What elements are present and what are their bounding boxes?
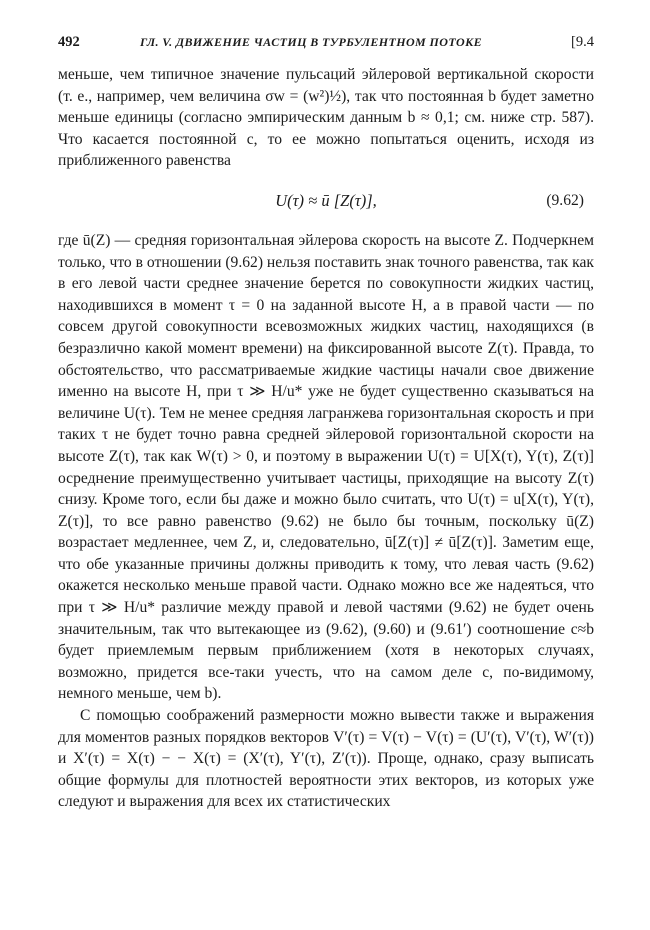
running-head: [58, 34, 594, 54]
page-number: 492: [58, 34, 80, 50]
paragraph-3: С помощью соображений размерности можно вывести также и выражения для моментов разных порядков векторов V′(τ) = V(τ) − V(τ) = (U′(τ), V′(τ), W′(τ)) и X′(τ) = X(τ) − − X(τ) = (X′(τ), Y′(τ), Z′(τ)). Проще, однако, сразу выписать общие формулы для плотностей вероятности этих векторов, из которых уже следуют и выражения для всех их статистических: [58, 707, 594, 811]
equation-number: (9.62): [546, 191, 584, 209]
page-body: [58, 64, 594, 813]
paragraph-2: где ū(Z) — средняя горизонтальная эйлерова скорость на высоте Z. Подчеркнем только, что в отношении (9.62) нельзя поставить знак точного равенства, так как в его левой части среднее значение берется по совокупности жидких частиц, находившихся в момент τ = 0 на заданной высоте H, а в правой части — по совсем другой совокупности всевозможных жидких частиц, находящихся (в безразлично какой момент времени) на фиксированной высоте Z(τ). Правда, то обстоятельство, что рассматриваемые жидкие частицы начали свое движение именно на высоте H, при τ ≫ H/u* уже не будет существенно сказываться на величине U(τ). Тем не менее средняя лагранжева горизонтальная скорость и при таких τ не будет точно равна средней эйлеровой горизонтальной скорости на высоте Z(τ), так как W(τ) > 0, и поэтому в выражении U(τ) = U[X(τ), Y(τ), Z(τ)] осреднение преимущественно учитывает частицы, приходящие на высоту Z(τ) снизу. Кроме того, если бы даже и можно было считать, что U(τ) = u[X(τ), Y(τ), Z(τ)], то все равно равенство (9.62) не было бы точным, поскольку ū(Z) возрастает медленнее, чем Z, и, следовательно, ū[Z(τ)] ≠ ū[Z(τ)]. Заметим еще, что обе указанные причины должны приводить к тому, что левая часть (9.62) окажется несколько меньше правой части. Однако можно все же надеяться, что при τ ≫ H/u* различие между правой и левой частями (9.62) не будет очень значительным, так что вытекающее из (9.62), (9.60) и (9.61′) соотношение c≈b будет приемлемым первым приближением (хотя в некоторых случаях, возможно, придется все-таки учесть, что на самом деле c, по-видимому, немного меньше, чем b).: [58, 231, 594, 703]
equation-expression: U(τ) ≈ ū [Z(τ)],: [275, 190, 377, 210]
equation-9-62: [58, 174, 594, 228]
section-number: [9.4: [571, 34, 594, 50]
paragraph-1: меньше, чем типичное значение пульсаций эйлеровой вертикальной скорости (т. е., например, чем величина σw = (w²)½), так что постоянная b будет заметно меньше единицы (согласно эмпирическим данным b ≈ 0,1; см. ниже стр. 587). Что касается постоянной c, то ее можно попытаться оценить, исходя из приближенного равенства: [58, 66, 594, 170]
chapter-title: ГЛ. V. ДВИЖЕНИЕ ЧАСТИЦ В ТУРБУЛЕНТНОМ ПОТОКЕ: [140, 35, 483, 49]
